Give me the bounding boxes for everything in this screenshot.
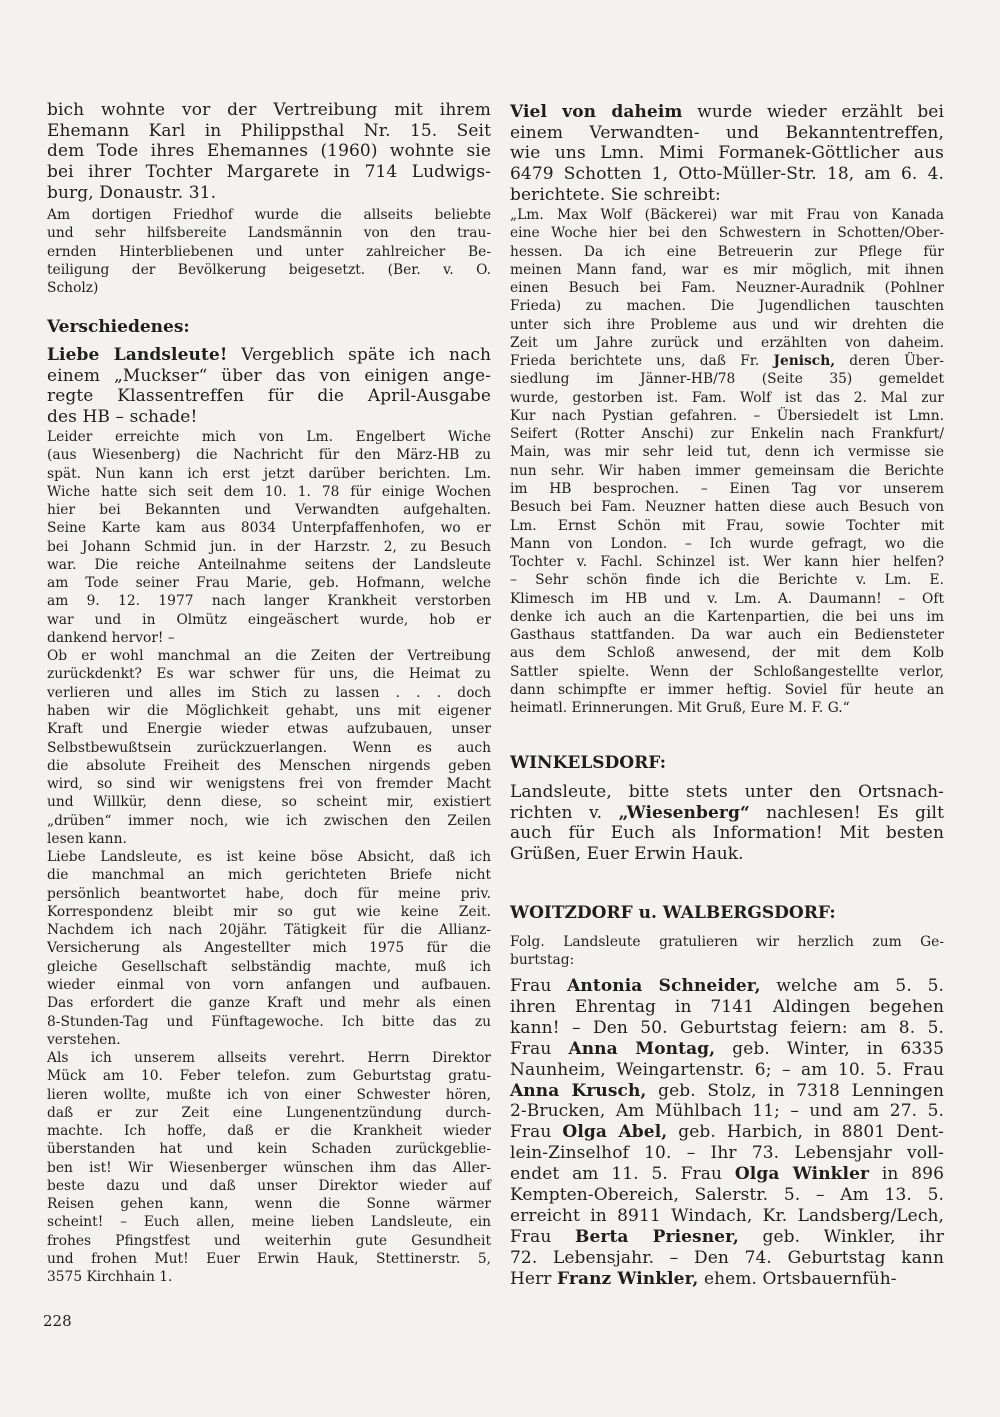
- text-line: war. Die reiche Anteilnahme seitens der Landsleute: [47, 556, 491, 573]
- text-line: [510, 976, 944, 997]
- text-line: verstehen.: [47, 1031, 121, 1048]
- text-line: hessen. Da ich eine Betreuerin zur Pflege für: [510, 243, 944, 260]
- text-line: Nachdem ich nach 20jähr. Tätigkeit für die Allianz-: [47, 922, 491, 939]
- text-line: Lm. Ernst Schön mit Frau, sowie Tochter mit: [510, 517, 944, 534]
- text-line: Besuch bei Fam. Neuzner hatten diese auch Besuch von: [510, 499, 944, 516]
- text-line: im HB besprochen. – Einen Tag vor unserem: [510, 480, 944, 497]
- text-segment: geb. Winter, in 6335: [715, 1038, 944, 1059]
- text-line: 6479 Schotten 1, Otto-Müller-Str. 18, am 6. 4.: [510, 164, 944, 185]
- text-line: 8-Stunden-Tag und Fünftagewoche. Ich bitte das zu: [47, 1013, 491, 1030]
- text-line: heimatl. Erinnerungen. Mit Gruß, Eure M. F. G.“: [510, 700, 850, 717]
- birthday-list: [510, 976, 944, 1290]
- text-line: Leider erreichte mich von Lm. Engelbert Wiche: [47, 429, 491, 445]
- text-line: Landsleute, bitte stets unter den Ortsnach-: [510, 782, 944, 802]
- text-line: haben wir die Möglichkeit gehabt, uns mit eigener: [47, 702, 491, 719]
- letter-intro: [47, 345, 491, 428]
- text-line: des HB – schade!: [47, 407, 198, 428]
- text-line: einen Besuch bei Fam. Neuzner-Auradnik (Pohlner: [510, 280, 944, 297]
- text-line: denke ich auch an die Kartenpartien, die bei uns im: [510, 608, 944, 625]
- text-line: eine Woche hier bei den Schwestern in Schotten/Ober-: [510, 225, 944, 242]
- text-line: Zeit um Jahre zurück und erzählten von daheim.: [510, 334, 944, 351]
- text-line: auch für Euch als Information! Mit besten: [510, 823, 944, 844]
- bold-name: Liebe Landsleute!: [47, 345, 228, 365]
- bold-name: „Wiesenberg“: [618, 802, 750, 823]
- text-line: scheint! – Euch allen, meine lieben Landsleute, ein: [47, 1214, 491, 1231]
- text-line: [510, 1227, 944, 1248]
- text-line: Das erfordert die ganze Kraft und mehr als einen: [47, 995, 491, 1012]
- text-line: unter sich ihre Probleme aus und wir drehten die: [510, 316, 944, 333]
- text-line: Seine Karte kam aus 8034 Unterpfaffenhofen, wo er: [47, 520, 491, 537]
- bold-name: Anna Montag,: [568, 1038, 716, 1059]
- text-line: erreicht in 8911 Windach, Kr. Landsberg/Lech,: [510, 1205, 944, 1226]
- text-line: (aus Wiesenberg) die Nachricht für den März-HB zu: [47, 447, 491, 464]
- text-line: einem Verwandten- und Bekanntentreffen,: [510, 122, 944, 143]
- text-line: wird, so sind wir wenigstens frei von fremder Macht: [47, 776, 491, 793]
- text-line: Kraft und Energie wieder etwas aufzubauen, unser: [47, 721, 491, 738]
- text-line: meinen Mann fand, war es mir möglich, mit ihnen: [510, 261, 944, 278]
- text-line: und sehr hilfsbereite Landsmännin von den trau-: [47, 225, 491, 242]
- text-line: Scholz): [47, 280, 99, 297]
- bold-name: Franz Winkler,: [557, 1268, 699, 1289]
- text-line: Versicherung als Angestellter mich 1975 für die: [47, 940, 491, 957]
- text-line: verlieren und alles im Stich zu lassen . . . doch: [47, 684, 491, 701]
- text-line: Tochter v. Fachl. Schinzel ist. Wer kann hier helfen?: [510, 554, 944, 571]
- text-line: dann schimpfte er immer heftig. Soviel für heute an: [510, 681, 944, 698]
- text-line: Liebe Landsleute, es ist keine böse Absicht, daß ich: [47, 849, 491, 866]
- text-segment: Frau: [510, 976, 568, 996]
- text-line: persönlich beantwortet habe, doch für meine priv.: [47, 885, 491, 902]
- text-line: spät. Nun kann ich erst jetzt darüber berichten. Lm.: [47, 465, 491, 482]
- text-line: „drüben“ immer noch, wie ich zwischen den Zeilen: [47, 812, 491, 829]
- text-line: die absolute Freiheit des Menschen nirgends geben: [47, 757, 491, 774]
- text-segment: wurde wieder erzählt bei: [682, 102, 944, 122]
- text-line: machte. Ich hoffe, daß er die Krankheit wieder: [47, 1123, 491, 1140]
- text-line: wieder einmal von vorn anfangen und aufbauen.: [47, 976, 491, 993]
- text-line: Folg. Landsleute gratulieren wir herzlich zum Ge-: [510, 934, 944, 950]
- text-line: berichtete. Sie schreibt:: [510, 184, 721, 205]
- text-line: am Tode seiner Frau Marie, geb. Hofmann, welche: [47, 575, 491, 592]
- text-line: Kempten-Obereich, Salerstr. 5. – Am 13. 5.: [510, 1185, 944, 1206]
- funeral-note: [47, 206, 491, 297]
- text-line: 2-Brucken, Am Mühlbach 11; – und am 27. 5.: [510, 1101, 944, 1122]
- text-line: die manchmal an mich gerichteten Briefe nicht: [47, 867, 491, 884]
- text-line: burtstag:: [510, 952, 575, 968]
- text-line: Wiche hatte sich seit dem 10. 1. 78 für einige Wochen: [47, 483, 491, 500]
- bold-name: Antonia Schneider,: [567, 976, 761, 996]
- text-line: daß er zur Zeit eine Lungenentzündung durch-: [47, 1104, 491, 1121]
- text-segment: geb. Stolz, in 7318 Lenningen: [646, 1080, 944, 1101]
- text-line: wurde, gestorben ist. Fam. Wolf ist das 2. Mal zur: [510, 389, 944, 406]
- text-line: dankend hervor! –: [47, 629, 175, 646]
- text-line: und Willkür, denn diese, so scheint mir, existiert: [47, 794, 491, 811]
- text-line: – Sehr schön finde ich die Berichte v. Lm. E.: [510, 572, 944, 589]
- text-segment: Frau: [510, 1038, 569, 1059]
- text-line: hier bei Bekannten und Verwandten aufgehalten.: [47, 502, 491, 519]
- text-line: war und in Olmütz eingeäschert wurde, hob er: [47, 611, 491, 628]
- bold-name: Berta Priesner,: [575, 1226, 739, 1247]
- text-segment: richten v.: [510, 802, 619, 823]
- text-line: beste dazu und daß unser Direktor wieder auf: [47, 1177, 491, 1194]
- section-heading-winkelsdorf: WINKELSDORF:: [510, 753, 666, 773]
- letter-body: [47, 428, 491, 1286]
- viel-von-daheim-letter: [510, 206, 944, 717]
- text-line: [510, 1081, 944, 1102]
- text-line: Mück am 10. Feber telefon. zum Geburtstag gratu-: [47, 1068, 491, 1085]
- text-segment: nachlesen! Es gilt: [749, 802, 945, 823]
- text-line: [510, 803, 944, 824]
- viel-von-daheim-intro: [510, 102, 944, 206]
- text-line: und frohen Mut! Euer Erwin Hauk, Stettinerstr. 5,: [47, 1250, 491, 1267]
- text-line: Korrespondenz bleibt mir so gut wie keine Zeit.: [47, 903, 491, 920]
- text-line: Ehemann Karl in Philippsthal Nr. 15. Seit: [47, 120, 491, 141]
- text-line: [510, 1164, 944, 1185]
- text-line: siedlung im Jänner-HB/78 (Seite 35) gemeldet: [510, 371, 944, 388]
- text-line: frohes Pfingstfest und weiterhin gute Gesundheit: [47, 1232, 491, 1249]
- text-line: Klimesch im HB und v. Lm. A. Daumann! – Oft: [510, 590, 944, 607]
- text-segment: Frau: [510, 1122, 563, 1143]
- text-line: 3575 Kirchhain 1.: [47, 1269, 173, 1286]
- text-line: regte Klassentreffen für die April-Ausgabe: [47, 386, 491, 407]
- text-line: [510, 102, 944, 123]
- text-segment: ehem. Ortsbauernfüh-: [698, 1268, 897, 1289]
- text-line: ihren Ehrentag in 7141 Aldingen begehen: [510, 996, 944, 1017]
- text-line: Selbstbewußtsein zurückzuerlangen. Wenn es auch: [47, 739, 491, 756]
- text-line: ben ist! Wir Wiesenberger wünschen ihm das Aller-: [47, 1159, 491, 1176]
- section-heading-woitzdorf: WOITZDORF u. WALBERGSDORF:: [510, 903, 836, 923]
- text-line: kann! – Den 50. Geburtstag feiern: am 8. 5.: [510, 1017, 944, 1038]
- text-line: wie uns Lmn. Mimi Formanek-Göttlicher aus: [510, 143, 944, 164]
- text-line: nun sehr. Wir haben immer gemeinsam die Berichte: [510, 462, 944, 479]
- winkelsdorf-text: [510, 782, 944, 865]
- text-line: ernden Hinterbliebenen und unter zahlreicher Be-: [47, 243, 491, 260]
- text-line: [510, 352, 944, 370]
- text-line: Sattler spielte. Wenn der Schloßangestellte verlor,: [510, 663, 944, 680]
- woitzdorf-intro: [510, 933, 944, 969]
- text-line: bich wohnte vor der Vertreibung mit ihrem: [47, 100, 491, 120]
- text-line: lieren wollte, mußte ich von einer Schwester hören,: [47, 1086, 491, 1103]
- page-number: 228: [43, 1312, 72, 1330]
- text-line: dem Tode ihres Ehemannes (1960) wohnte sie: [47, 141, 491, 162]
- text-line: [47, 345, 491, 366]
- text-segment: deren Über-: [835, 353, 944, 370]
- text-segment: geb. Harbich, in 8801 Dent-: [667, 1122, 944, 1143]
- text-line: am 9. 12. 1977 nach langer Krankheit verstorben: [47, 593, 491, 610]
- text-line: Gasthaus stattfanden. Da war auch ein Bediensteter: [510, 627, 944, 644]
- article-continuation: [47, 100, 491, 204]
- text-line: teiligung der Bevölkerung beigesetzt. (Ber. v. O.: [47, 261, 491, 278]
- text-segment: Herr: [510, 1268, 558, 1289]
- text-line: lesen kann.: [47, 830, 127, 847]
- text-line: Am dortigen Friedhof wurde die allseits beliebte: [47, 207, 491, 223]
- text-line: gleiche Gesellschaft selbständig machte, muß ich: [47, 958, 491, 975]
- text-line: bei ihrer Tochter Margarete in 714 Ludwigs-: [47, 162, 491, 183]
- bold-name: Viel von daheim: [510, 102, 683, 122]
- text-line: lein-Zinselhof 10. – Ihr 73. Lebensjahr voll-: [510, 1143, 944, 1164]
- text-line: 72. Lebensjahr. – Den 74. Geburtstag kann: [510, 1247, 944, 1268]
- text-line: Als ich unserem allseits verehrt. Herrn Direktor: [47, 1050, 491, 1067]
- text-line: Kur nach Pystian gefahren. – Übersiedelt ist Lmn.: [510, 407, 944, 424]
- text-line: Grüßen, Euer Erwin Hauk.: [510, 844, 744, 865]
- text-line: Reisen gehen kann, wenn die Sonne wärmer: [47, 1196, 491, 1213]
- text-line: Frieda) zu machen. Die Jugendlichen tauschten: [510, 298, 944, 315]
- text-segment: Frau: [510, 1226, 576, 1247]
- text-line: überstanden hat und kein Schaden zurückgeblie-: [47, 1141, 491, 1158]
- text-line: zurückdenkt? Es war schwer für uns, die Heimat zu: [47, 666, 491, 683]
- text-segment: in 896: [869, 1164, 944, 1185]
- text-line: Main, was mir sehr leid tut, denn ich vermisse sie: [510, 444, 944, 461]
- text-line: einem „Muckser“ über das von einigen ange-: [47, 365, 491, 386]
- text-line: [510, 1269, 944, 1290]
- text-line: [510, 1122, 944, 1143]
- bold-name: Anna Krusch,: [510, 1080, 647, 1101]
- text-line: Mann von London. – Ich wurde gefragt, wo die: [510, 535, 944, 552]
- text-line: „Lm. Max Wolf (Bäckerei) war mit Frau von Kanada: [510, 207, 944, 223]
- text-segment: Frieda berichtete uns, daß Fr.: [510, 353, 774, 370]
- text-segment: endet am 11. 5. Frau: [510, 1164, 735, 1185]
- bold-name: Olga Abel,: [562, 1122, 668, 1143]
- text-line: Naunheim, Weingartenstr. 6; – am 10. 5. Frau: [510, 1059, 944, 1080]
- text-segment: Vergeblich späte ich nach: [227, 345, 491, 365]
- bold-name: Jenisch,: [773, 353, 836, 370]
- bold-name: Olga Winkler: [734, 1164, 870, 1185]
- text-segment: geb. Winkler, ihr: [738, 1226, 944, 1247]
- text-line: aus dem Schloß anwesend, der mit dem Kolb: [510, 645, 944, 662]
- text-line: Ob er wohl manchmal an die Zeiten der Vertreibung: [47, 648, 491, 665]
- text-line: bei Johann Schmid jun. in der Harzstr. 2, zu Besuch: [47, 538, 491, 555]
- text-line: burg, Donaustr. 31.: [47, 182, 217, 203]
- text-segment: welche am 5. 5.: [760, 976, 944, 996]
- text-line: Seifert (Rotter Anschi) zur Enkelin nach Frankfurt/: [510, 426, 944, 443]
- section-heading-verschiedenes: Verschiedenes:: [47, 317, 190, 337]
- text-line: [510, 1039, 944, 1060]
